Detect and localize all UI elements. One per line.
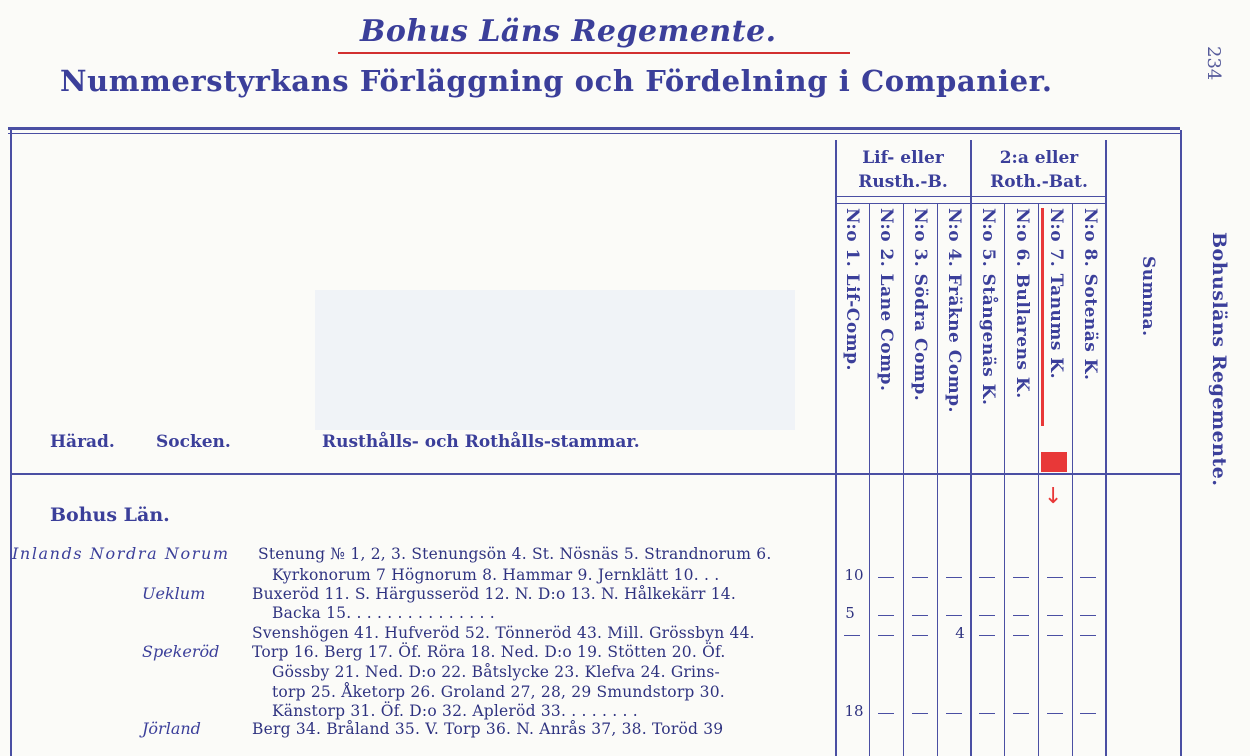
col-header-comp-2: N:o 2. Lane Comp.	[876, 208, 896, 392]
col-divider-2	[869, 204, 870, 756]
dash-mark	[979, 615, 995, 616]
page-number: 234	[1203, 46, 1224, 81]
section-title: Bohus Län.	[50, 504, 170, 526]
col-divider-8	[1072, 204, 1073, 756]
dash-mark	[912, 577, 928, 578]
col-header-comp-5: N:o 5. Stångenäs K.	[978, 208, 998, 406]
header-bottom-rule	[10, 473, 1182, 475]
col-divider-3	[903, 204, 904, 756]
dash-mark	[1080, 615, 1096, 616]
table-top-rule-thin	[8, 133, 1180, 134]
paper-stain	[315, 290, 795, 430]
red-arrow-icon: ↓	[1044, 484, 1063, 509]
dash-mark	[878, 615, 894, 616]
col-header-comp-1: N:o 1. Lif-Comp.	[842, 208, 862, 371]
group-header-2	[972, 146, 1106, 194]
table-left-border	[10, 130, 12, 756]
col-header-comp-4: N:o 4. Fräkne Comp.	[944, 208, 964, 413]
group-header-1-line1: Lif- eller	[862, 148, 944, 168]
dash-mark	[979, 635, 995, 636]
dash-mark	[979, 577, 995, 578]
header-stammar: Rusthålls- och Rothålls-stammar.	[322, 432, 640, 452]
red-pencil-box	[1041, 452, 1067, 472]
row-socken-ueklum: Ueklum	[142, 584, 206, 603]
dash-mark	[946, 577, 962, 578]
group-header-1-line2: Rusth.-B.	[858, 172, 948, 192]
col-divider-9	[1105, 140, 1107, 756]
dash-mark	[1080, 577, 1096, 578]
dash-mark	[1047, 615, 1063, 616]
red-pencil-mark	[1041, 208, 1044, 426]
row-text-8: torp 25. Åketorp 26. Groland 27, 28, 29 Smundstorp 30.	[272, 683, 725, 701]
table-top-rule	[8, 127, 1180, 130]
row-text-5: Svenshögen 41. Hufveröd 52. Tönneröd 43. Mill. Grössbyn 44.	[252, 624, 755, 642]
group-header-2-line2: Roth.-Bat.	[990, 172, 1088, 192]
row-socken-jorland: Jörland	[142, 719, 201, 738]
row-text-9: Känstorp 31. Öf. D:o 32. Apleröd 33. . . . . . . .	[272, 702, 638, 720]
header-harad: Härad.	[50, 432, 115, 452]
row-text-7: Gössby 21. Ned. D:o 22. Båtslycke 23. Klefva 24. Grins-	[272, 663, 720, 681]
dash-mark	[1013, 615, 1029, 616]
dash-mark	[912, 635, 928, 636]
cell-r5-comp4: 4	[955, 624, 965, 642]
col-divider-4	[937, 204, 938, 756]
group-header-1	[836, 146, 970, 194]
cell-r2-comp1: 10	[844, 566, 864, 584]
row-text-10: Berg 34. Bråland 35. V. Torp 36. N. Anrås 37, 38. Toröd 39	[252, 720, 724, 738]
dash-mark	[1013, 635, 1029, 636]
dash-mark	[946, 615, 962, 616]
header-socken: Socken.	[156, 432, 231, 452]
dash-mark	[946, 713, 962, 714]
dash-mark	[1080, 635, 1096, 636]
dash-mark	[1047, 635, 1063, 636]
dash-mark	[1047, 713, 1063, 714]
dash-mark	[1013, 577, 1029, 578]
col-divider-1	[835, 140, 837, 756]
page-title: Bohus Läns Regemente.	[360, 14, 777, 49]
col-header-summa: Summa.	[1138, 256, 1158, 337]
row-socken-spekerod: Spekeröd	[142, 642, 220, 661]
dash-mark	[979, 713, 995, 714]
dash-mark	[912, 615, 928, 616]
dash-mark	[1013, 713, 1029, 714]
row-text-6: Torp 16. Berg 17. Öf. Röra 18. Ned. D:o 19. Stötten 20. Öf.	[252, 643, 726, 661]
col-divider-7	[1038, 204, 1039, 756]
col-header-comp-8: N:o 8. Sotenäs K.	[1080, 208, 1100, 381]
side-label: Bohusläns Regemente.	[1208, 232, 1230, 487]
col-divider-5	[970, 140, 972, 756]
cell-r4-comp1: 5	[845, 604, 855, 622]
col-divider-6	[1004, 204, 1005, 756]
dash-mark	[878, 713, 894, 714]
table-right-border	[1180, 130, 1182, 756]
row-text-4: Backa 15. . . . . . . . . . . . . . .	[272, 604, 495, 622]
dash-mark	[912, 713, 928, 714]
page-subtitle: Nummerstyrkans Förläggning och Fördelning i Companier.	[60, 64, 1053, 98]
dash-mark	[1080, 713, 1096, 714]
dash-mark	[878, 577, 894, 578]
row-text-2: Kyrkonorum 7 Högnorum 8. Hammar 9. Jernklätt 10. . .	[272, 566, 720, 584]
dash-mark	[1047, 577, 1063, 578]
group-header-2-line1: 2:a eller	[999, 148, 1079, 168]
row-harad-label: Inlands Nordra Norum	[12, 544, 230, 563]
col-header-comp-3: N:o 3. Södra Comp.	[910, 208, 930, 402]
dash-mark	[844, 635, 860, 636]
cell-r9-comp1: 18	[844, 702, 864, 720]
dash-mark	[878, 635, 894, 636]
title-underline	[338, 52, 850, 54]
row-text-3: Buxeröd 11. S. Härgusseröd 12. N. D:o 13. N. Hålkekärr 14.	[252, 585, 736, 603]
col-header-comp-7: N:o 7. Tanums K.	[1046, 208, 1066, 380]
col-header-comp-6: N:o 6. Bullarens K.	[1012, 208, 1032, 399]
row-text-1: Stenung № 1, 2, 3. Stenungsön 4. St. Nösnäs 5. Strandnorum 6.	[258, 545, 772, 563]
